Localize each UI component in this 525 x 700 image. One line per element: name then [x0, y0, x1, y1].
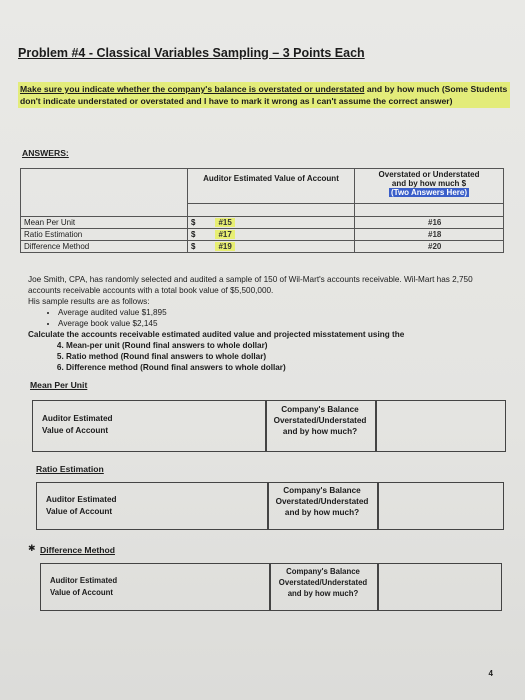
table-row — [21, 216, 504, 228]
instruction-part2: and by how much (Some Students don't indicate understated or overstated and I have to mark it wrong as I can't assume the correct answer) — [20, 84, 508, 106]
answers-heading: ANSWERS: — [22, 148, 69, 158]
ratio-auditor-label: Auditor Estimated Value of Account — [46, 495, 117, 516]
instruction-highlight — [18, 82, 510, 108]
list-item: • Average book value $2,145 — [58, 318, 498, 329]
page-number: 4 — [488, 669, 493, 678]
diff-company-answer-box[interactable] — [378, 563, 502, 611]
answer-cell[interactable]: $ #15 — [188, 216, 355, 228]
two-answers-highlight: (Two Answers Here) — [390, 188, 467, 197]
row-label: Ratio Estimation — [21, 228, 188, 240]
ratio-company-answer-box[interactable] — [378, 482, 504, 530]
problem-text: Joe Smith, CPA, has randomly selected and audited a sample of 150 of Wil-Mart's accounts receivable. Wil-Mart has 2,750 accounts receivable accounts with a total book value of $5,500,000. His sample results are as follows: • Average audited value $1,895 • Average book value $2,145 Calculate the accounts receivable estimated audited value and projected misstatement using the 4. Mean-per unit (Round final answers to whole dollar) 5. Ratio method (Round final answers to whole dollar) 6. Difference method (Round final answers to whole dollar) — [28, 274, 498, 373]
table-row — [21, 228, 504, 240]
problem-title: Problem #4 - Classical Variables Sampling – 3 Points Each — [18, 46, 365, 60]
ratio-company-label: Company's Balance Overstated/Understated and by how much? — [275, 486, 369, 517]
table-row — [21, 240, 504, 252]
answers-table — [20, 168, 504, 253]
diff-auditor-label: Auditor Estimated Value of Account — [50, 576, 118, 597]
star-icon: ✱ — [28, 543, 36, 553]
answer-cell[interactable]: $ #19 — [188, 240, 355, 252]
mpu-company-label: Company's Balance Overstated/Understated and by how much? — [273, 405, 367, 436]
section-ratio-estimation: Ratio Estimation — [36, 464, 104, 474]
row-label: Mean Per Unit — [21, 216, 188, 228]
row-label: Difference Method — [21, 240, 188, 252]
diff-company-label: Company's Balance Overstated/Understated and by how much? — [278, 567, 368, 598]
answers-col-auditor: Auditor Estimated Value of Account — [188, 169, 355, 204]
instruction-part1: Make sure you indicate whether the company's balance is overstated or understated — [20, 84, 365, 94]
list-item: 6. Difference method (Round final answers to whole dollar) — [66, 362, 498, 373]
answer-cell[interactable]: #20 — [355, 240, 504, 252]
section-mean-per-unit: Mean Per Unit — [30, 380, 88, 390]
answer-cell[interactable]: $ #17 — [188, 228, 355, 240]
answer-cell[interactable]: #18 — [355, 228, 504, 240]
list-item: 4. Mean-per unit (Round final answers to whole dollar) — [66, 340, 498, 351]
methods-list — [28, 340, 498, 373]
section-difference-method: Difference Method — [40, 545, 115, 555]
answers-table-blank — [21, 169, 188, 204]
answer-cell[interactable]: #16 — [355, 216, 504, 228]
list-item: • Average audited value $1,895 — [58, 307, 498, 318]
answers-col-overstated: Overstated or Understated and by how much $ (Two Answers Here) — [355, 169, 504, 204]
results-list — [28, 307, 498, 329]
mpu-company-answer-box[interactable] — [376, 400, 506, 452]
mpu-auditor-label: Auditor Estimated Value of Account — [42, 414, 113, 435]
list-item: 5. Ratio method (Round final answers to whole dollar) — [66, 351, 498, 362]
